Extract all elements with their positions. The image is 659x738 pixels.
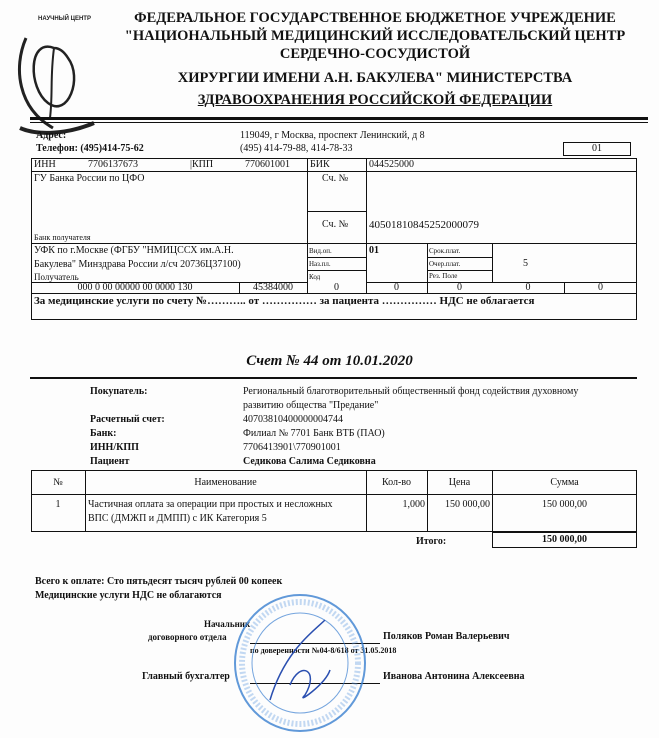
buyer-label: Покупатель: (90, 386, 148, 397)
bank-label: Банк: (90, 428, 117, 439)
bank-value: Филиал № 7701 Банк ВТБ (ПАО) (243, 428, 385, 439)
zero-field: 0 (525, 282, 531, 293)
signature (270, 620, 330, 700)
org-title-line: "НАЦИОНАЛЬНЫЙ МЕДИЦИНСКИЙ ИССЛЕДОВАТЕЛЬСКИЙ ЦЕНТР (124, 28, 626, 44)
recipient-name: Бакулева" Минздрава России л/сч 20736Ц37100) (34, 259, 241, 270)
ocher-label: Очер.плат. (429, 260, 461, 268)
invoice-title: Счет № 44 от 10.01.2020 (246, 353, 413, 369)
head-title: договорного отдела (148, 632, 227, 642)
total-label: Итого: (416, 536, 447, 547)
payment-purpose: За медицинские услуги по счету №……….. от …………… за пациента …………… НДС не облагается (34, 295, 535, 307)
patient-value: Седикова Салима Седиковна (243, 456, 376, 467)
srok-label: Срок.плат. (429, 247, 461, 255)
corr-account-label: Сч. № (322, 173, 349, 184)
inn-value: 7706137673 (88, 159, 138, 170)
buyer-value: Региональный благотворительный общественный фонд содействия духовному (243, 386, 579, 397)
oktmo-value: 45384000 (253, 282, 293, 293)
vid-op-value: 01 (369, 245, 379, 256)
vid-op-label: Вид.оп. (309, 247, 332, 255)
accountant-name: Иванова Антонина Алексеевна (383, 671, 525, 682)
org-title-line: ХИРУРГИИ ИМЕНИ А.Н. БАКУЛЕВА" МИНИСТЕРСТВА (177, 70, 573, 86)
phone-value: (495) 414-79-88, 414-78-33 (240, 143, 353, 154)
kpp-value: 770601001 (245, 159, 290, 170)
phone-label: Телефон: (495)414-75-62 (36, 143, 144, 154)
code-box: 01 (563, 142, 631, 156)
proxy-note: по доверенности №04-8/618 от 31.05.2018 (250, 646, 397, 655)
head-name: Поляков Роман Валерьевич (383, 631, 510, 642)
head-title: Начальник (204, 619, 251, 629)
bik-label: БИК (310, 159, 330, 170)
total-in-words: Всего к оплате: Сто пятьдесят тысяч рублей 00 копеек (35, 576, 283, 587)
kbk-value: 000 0 00 00000 00 0000 130 (77, 282, 193, 293)
kod-label: Код (309, 273, 321, 281)
org-title-line: ЗДРАВООХРАНЕНИЯ РОССИЙСКОЙ ФЕДЕРАЦИИ (197, 92, 553, 108)
official-stamp (230, 590, 370, 735)
header-divider (30, 122, 648, 123)
bank-caption: Банк получателя (34, 233, 91, 242)
vat-note: Медицинские услуги НДС не облагаются (35, 590, 222, 601)
innkpp-label: ИНН/КПП (90, 442, 139, 453)
row-number: 1 (55, 499, 61, 510)
recipient-name: УФК по г.Москве (ФГБУ "НМИЦССХ им.А.Н. (34, 245, 234, 256)
zero-field: 0 (598, 282, 603, 293)
row-name: Частичная оплата за операции при простых и несложных (88, 499, 333, 510)
row-sum: 150 000,00 (542, 499, 587, 510)
row-qty: 1,000 (402, 499, 425, 510)
bank-name: ГУ Банка России по ЦФО (34, 173, 145, 184)
header-divider (30, 117, 648, 120)
account-value: 40703810400000004744 (243, 414, 343, 425)
account-label: Расчетный счет: (90, 414, 165, 425)
account-label: Сч. № (322, 219, 349, 230)
address-label: Адрес: (36, 130, 67, 141)
col-header-sum: Сумма (550, 477, 579, 488)
bik-value: 044525000 (369, 159, 414, 170)
accountant-title: Главный бухгалтер (142, 671, 230, 682)
recipient-caption: Получатель (34, 272, 79, 282)
zero-field: 0 (334, 282, 339, 293)
zero-field: 0 (457, 282, 462, 293)
svg-text:НАУЧНЫЙ ЦЕНТР: НАУЧНЫЙ ЦЕНТР (38, 16, 91, 22)
naz-pl-label: Наз.пл. (309, 260, 331, 268)
title-divider (30, 377, 637, 379)
account-value: 40501810845252000079 (369, 219, 479, 231)
col-header-qty: Кол-во (381, 477, 411, 488)
innkpp-value: 7706413901\770901001 (243, 442, 341, 453)
kpp-label: |КПП (190, 159, 214, 170)
org-title-line: СЕРДЕЧНО-СОСУДИСТОЙ (279, 46, 471, 62)
col-header-name: Наименование (194, 477, 257, 488)
buyer-value: развитию общества "Предание" (243, 400, 379, 411)
inn-label: ИНН (34, 159, 56, 170)
row-name: ВПС (ДМЖП и ДМПП) с ИК Категория 5 (88, 513, 267, 524)
row-price: 150 000,00 (445, 499, 490, 510)
address-value: 119049, г Москва, проспект Ленинский, д 8 (240, 130, 425, 141)
col-header-number: № (53, 477, 63, 488)
col-header-price: Цена (448, 477, 471, 488)
org-title-line: ФЕДЕРАЛЬНОЕ ГОСУДАРСТВЕННОЕ БЮДЖЕТНОЕ УЧРЕЖДЕНИЕ (134, 10, 616, 26)
total-value: 150 000,00 (492, 532, 637, 548)
ocher-value: 5 (523, 258, 528, 269)
zero-field: 0 (394, 282, 399, 293)
patient-label: Пациент (90, 456, 130, 467)
rez-label: Рез. Поле (429, 272, 458, 280)
